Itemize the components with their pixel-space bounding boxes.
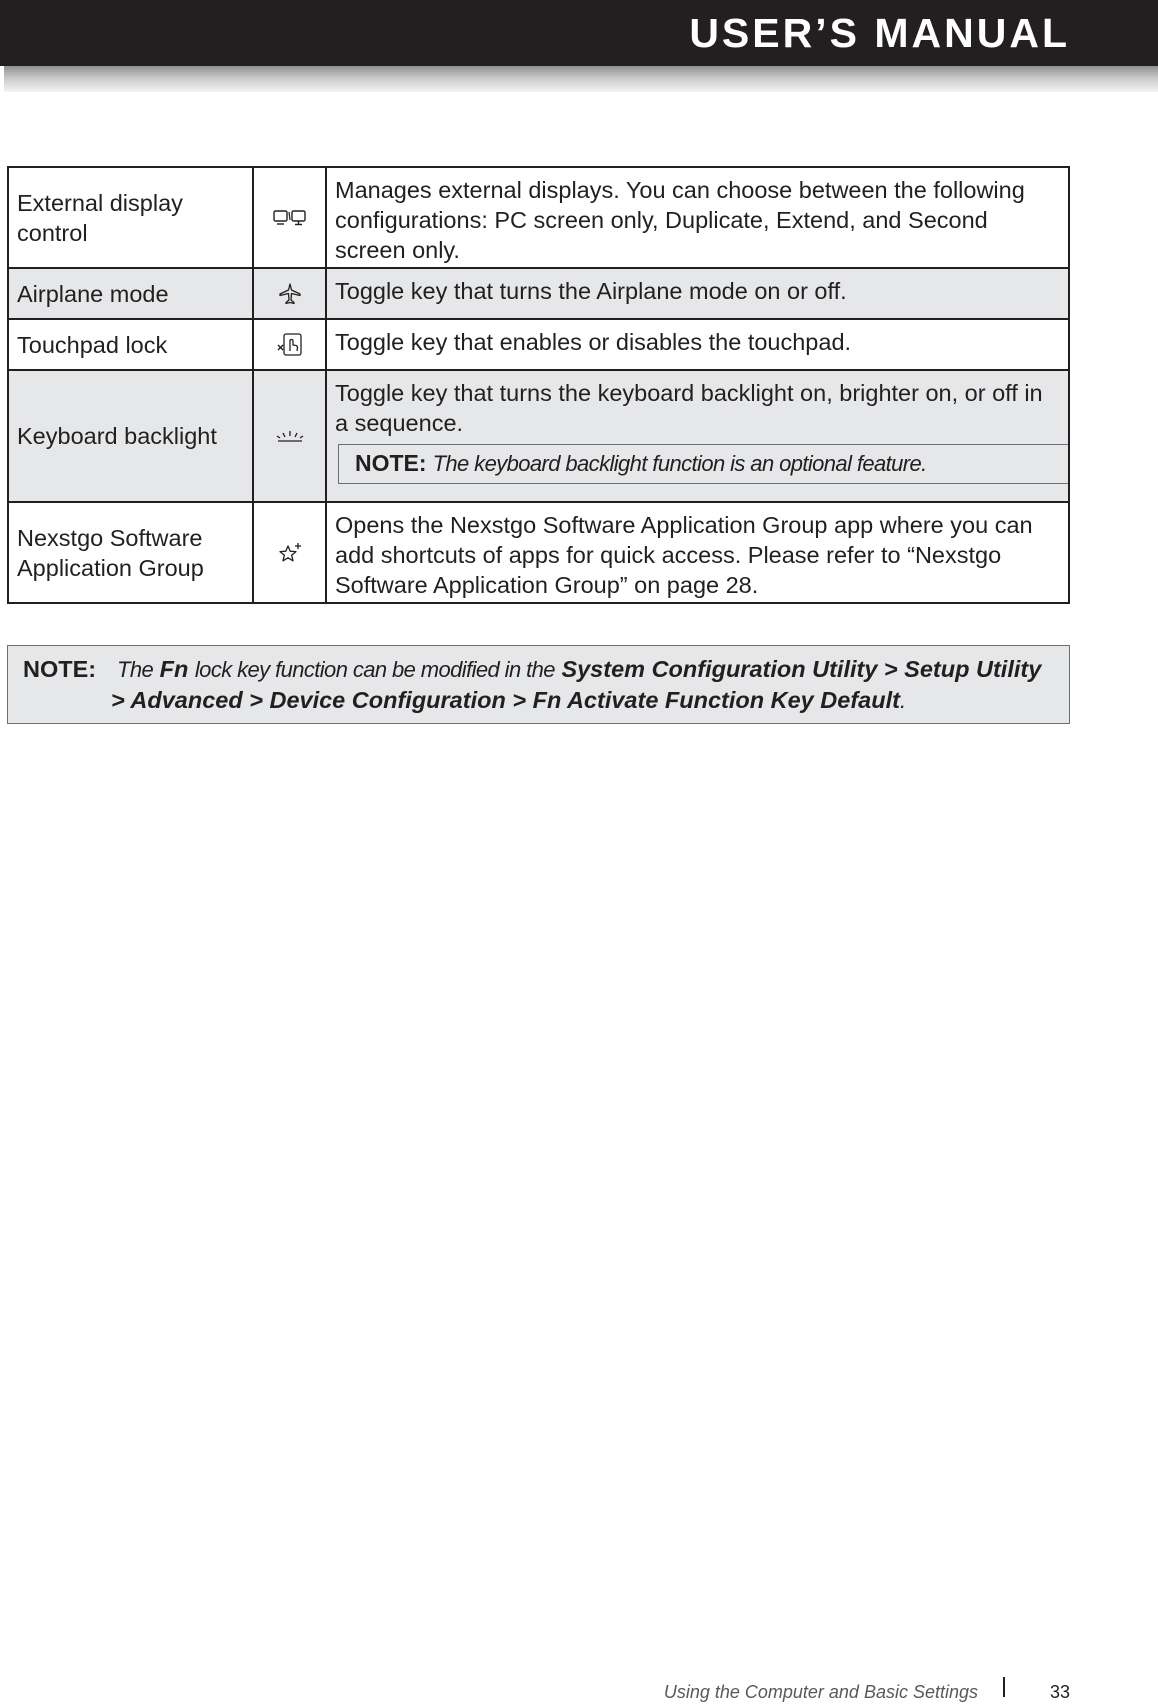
footer-section-title: Using the Computer and Basic Settings	[663, 1682, 978, 1702]
function-description	[326, 502, 1069, 603]
description-text: Opens the Nexstgo Software Application Group app where you can add shortcuts of apps for quick access. Please refer to “Nexstgo Software Application Group” on page 28.	[335, 512, 1033, 598]
table-row	[8, 268, 1069, 319]
table-row	[8, 167, 1069, 268]
fn-lock-note	[7, 645, 1070, 724]
description-text: Manages external displays. You can choose between the following configurations: PC screen only, Duplicate, Extend, and Second screen only.	[335, 177, 1025, 263]
note-text: The keyboard backlight function is an optional feature.	[432, 451, 927, 476]
external-display-icon	[254, 209, 325, 227]
function-name: Touchpad lock	[8, 319, 253, 370]
page-number: 33	[1049, 1682, 1070, 1702]
note-label: NOTE:	[355, 450, 427, 476]
note-label: NOTE:	[23, 656, 97, 682]
description-text: Toggle key that enables or disables the touchpad.	[335, 329, 852, 355]
footer-divider	[1003, 1677, 1005, 1697]
function-key-table	[7, 166, 1070, 604]
table-row	[8, 370, 1069, 502]
page-footer	[0, 1680, 1158, 1704]
keyboard-backlight-icon	[254, 428, 325, 444]
airplane-icon	[254, 282, 325, 306]
function-name: Keyboard backlight	[8, 370, 253, 502]
function-description	[326, 370, 1069, 502]
function-description	[326, 167, 1069, 268]
function-description	[326, 319, 1069, 370]
fn-key: Fn	[159, 656, 189, 682]
description-text: Toggle key that turns the Airplane mode on or off.	[335, 278, 847, 304]
function-name: Airplane mode	[8, 268, 253, 319]
note-body: The Fn lock key function can be modified in the System Configuration Utility > Setup Utility > Advanced > Device Configuration > Fn Activate Function Key Default.	[111, 656, 1042, 713]
settings-path: System Configuration Utility > Setup Utility	[561, 656, 1042, 682]
table-row	[8, 319, 1069, 370]
header-shadow	[4, 66, 1158, 92]
backlight-note	[338, 444, 1070, 484]
description-text: Toggle key that turns the keyboard backlight on, brighter on, or off in a sequence.	[335, 380, 1043, 436]
touchpad-lock-icon	[254, 332, 325, 358]
function-name: External display control	[8, 167, 253, 268]
page-title: USER’S MANUAL	[689, 10, 1070, 56]
function-description	[326, 268, 1069, 319]
star-sparkle-icon	[254, 541, 325, 565]
settings-path-continued: > Advanced > Device Configuration > Fn Activate Function Key Default	[111, 687, 900, 713]
table-row	[8, 502, 1069, 603]
function-name: Nexstgo Software Application Group	[8, 502, 253, 603]
